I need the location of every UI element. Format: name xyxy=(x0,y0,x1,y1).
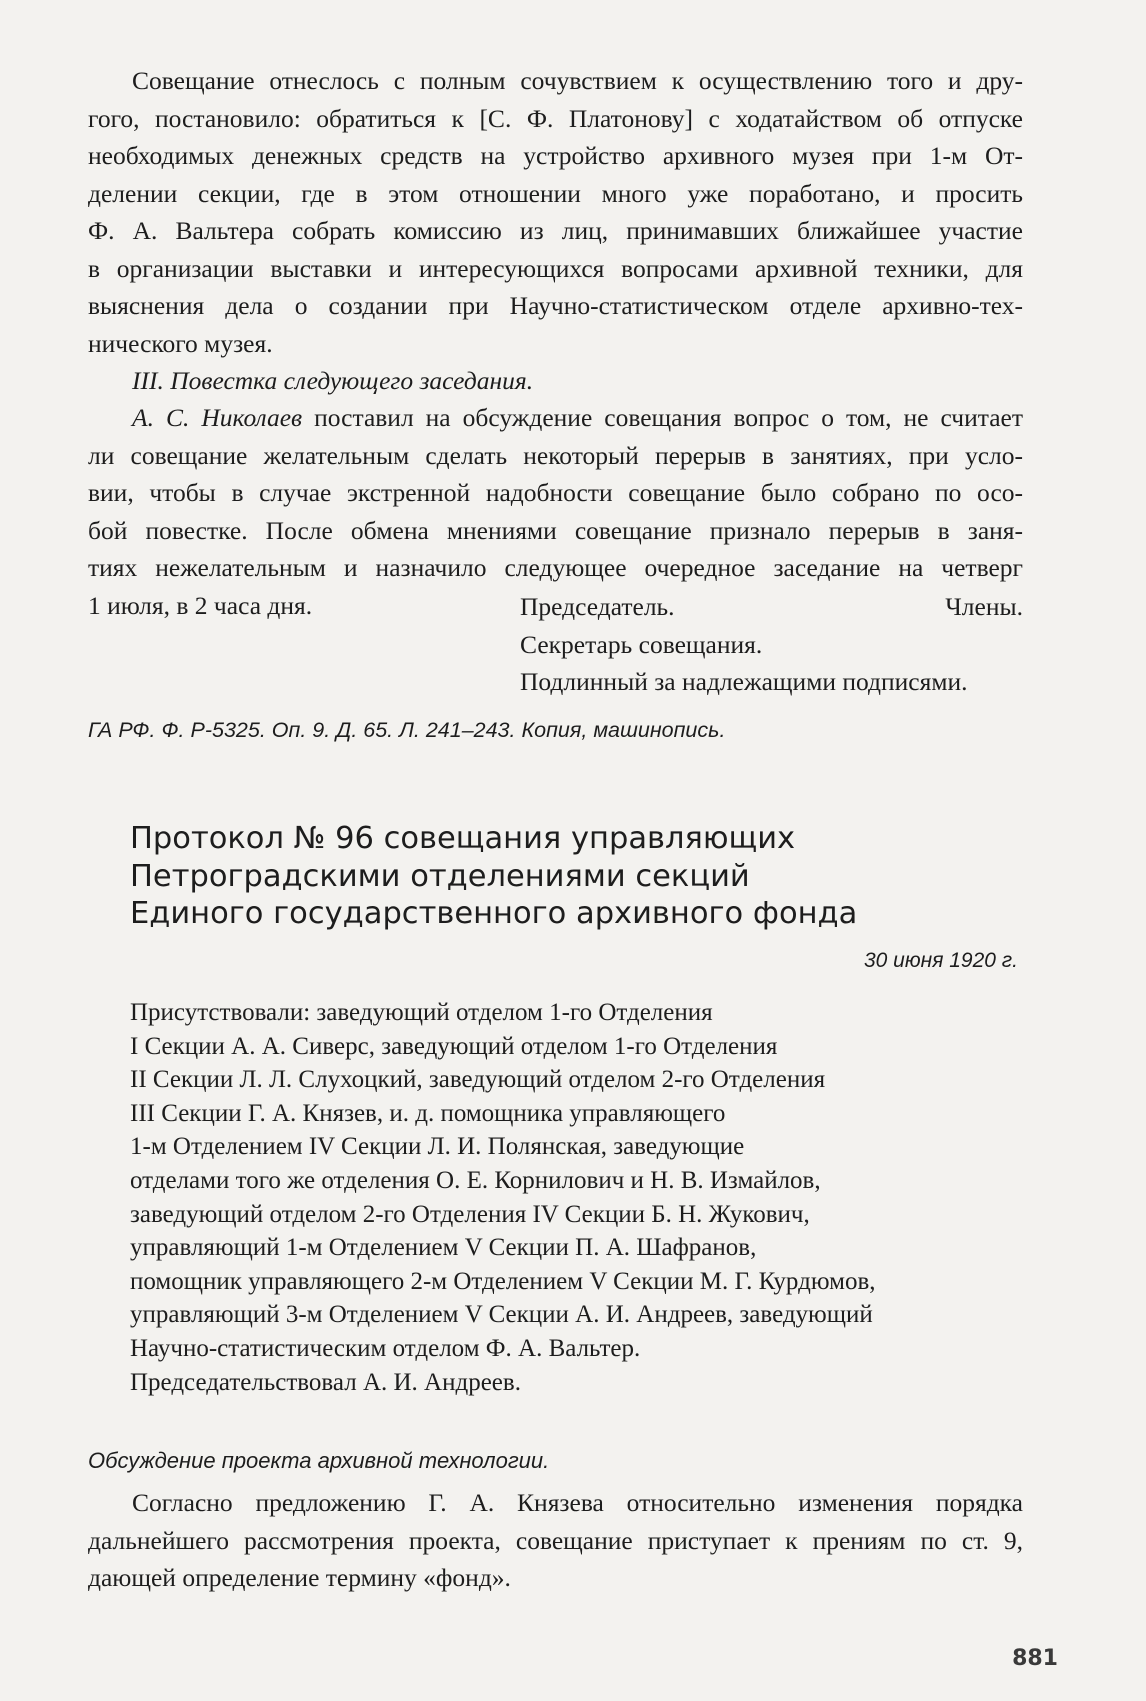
text-line: Совещание отнеслось с полным сочувствием к осуществлению того и дру- xyxy=(132,66,1023,95)
text-line: Ф. А. Вальтера собрать комиссию из лиц, принимавших ближайшее участие xyxy=(88,216,1023,245)
signature-chair: Председатель. xyxy=(520,592,675,621)
signature-original-note: Подлинный за надлежащими подписями. xyxy=(520,667,968,696)
text-line: делении секции, где в этом отношении много уже поработано, и просить xyxy=(88,178,1023,208)
text-line: Согласно предложению Г. А. Князева относительно изменения порядка xyxy=(132,1488,1023,1517)
title-line: Единого государственного архивного фонда xyxy=(130,896,858,931)
attendees-list xyxy=(130,996,876,1399)
text-fragment: поставил на обсуждение совещания вопрос о том, не считает xyxy=(302,403,1024,432)
attendee-line: заведующий отделом 2-го Отделения IV Секции Б. Н. Жукович, xyxy=(130,1200,810,1228)
text-line: дающей определение термину «фонд». xyxy=(88,1563,511,1592)
chair-line: Председательствовал А. И. Андреев. xyxy=(130,1368,521,1396)
section-heading-discussion: Обсуждение проекта архивной технологии. xyxy=(88,1448,550,1473)
text-line: необходимых денежных средств на устройство архивного музея при 1-м От- xyxy=(88,141,1023,170)
title-line: Петроградскими отделениями секций xyxy=(130,858,750,894)
page-number: 881 xyxy=(1012,1646,1058,1671)
text-line: нического музея. xyxy=(88,328,273,358)
signature-secretary: Секретарь совещания. xyxy=(520,630,763,659)
text-line: вии, чтобы в случае экстренной надобности совещание было собрано по осо- xyxy=(88,478,1023,507)
protocol-date: 30 июня 1920 г. xyxy=(863,949,1018,972)
text-line: дальнейшего рассмотрения проекта, совещание приступает к прениям по ст. 9, xyxy=(88,1525,1023,1555)
attendee-line: Научно-статистическим отделом Ф. А. Вальтер. xyxy=(130,1334,641,1362)
text-line: 1 июля, в 2 часа дня. xyxy=(88,590,313,620)
protocol-title xyxy=(130,820,857,933)
text-line: гого, постановило: обратиться к [С. Ф. Платонову] с ходатайством об отпуске xyxy=(88,103,1023,133)
title-line: Протокол № 96 совещания управляющих xyxy=(130,821,796,856)
text-line: в организации выставки и интересующихся вопросами архивной техники, для xyxy=(88,253,1023,283)
text-line: ли совещание желательным сделать некоторый перерыв в занятиях, при усло- xyxy=(88,440,1023,470)
attendee-line: управляющий 3-м Отделением V Секции А. И. Андреев, заведующий xyxy=(130,1301,873,1329)
attendee-line: отделами того же отделения О. Е. Корнилович и Н. В. Измайлов, xyxy=(130,1166,821,1194)
paragraph-discussion xyxy=(88,1484,1023,1597)
signature-members: Члены. xyxy=(945,592,1023,621)
speaker-name: А. С. Николаев xyxy=(132,403,303,432)
attendee-line: III Секции Г. А. Князев, и. д. помощника управляющего xyxy=(130,1099,726,1127)
text-line: тиях нежелательным и назначило следующее очередное заседание на четверг xyxy=(88,553,1023,582)
text-line xyxy=(88,399,1023,437)
attendee-line: Присутствовали: заведующий отделом 1-го Отделения xyxy=(130,999,713,1026)
attendee-line: помощник управляющего 2-м Отделением V Секции М. Г. Курдюмов, xyxy=(130,1267,876,1295)
archive-source-citation: ГА РФ. Ф. Р-5325. Оп. 9. Д. 65. Л. 241–243. Копия, машинопись. xyxy=(88,718,726,742)
section-heading-agenda: III. Повестка следующего заседания. xyxy=(132,366,534,395)
paragraph-museum-decision xyxy=(88,62,1023,362)
attendee-line: 1-м Отделением IV Секции Л. И. Полянская, заведующие xyxy=(130,1133,745,1161)
attendee-line: I Секции А. А. Сиверс, заведующий отделом 1-го Отделения xyxy=(130,1032,778,1060)
text-line: выяснения дела о создании при Научно-статистическом отделе архивно-тех- xyxy=(88,291,1023,320)
attendee-line: II Секции Л. Л. Слухоцкий, заведующий отделом 2-го Отделения xyxy=(130,1066,826,1094)
text-line: бой повестке. После обмена мнениями совещание признало перерыв в заня- xyxy=(88,515,1023,545)
attendee-line: управляющий 1-м Отделением V Секции П. А. Шафранов, xyxy=(130,1234,757,1262)
